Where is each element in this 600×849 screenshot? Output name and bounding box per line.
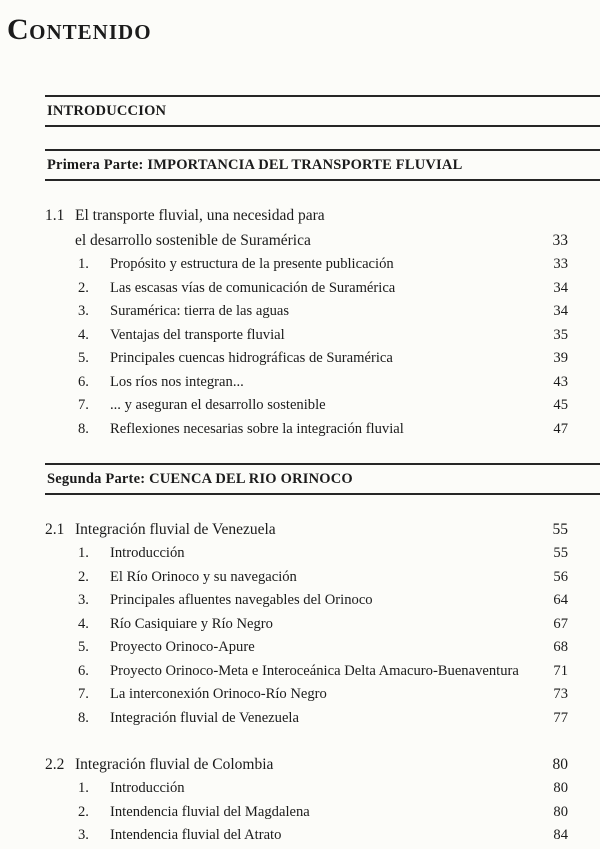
sub-entry-title: Intendencia fluvial del Atrato [110,827,282,843]
toc-sub-entry [45,253,600,277]
sub-entry-page-number: 80 [553,780,568,796]
sub-entry-title: Principales cuencas hidrográficas de Suramérica [110,350,393,366]
toc-chapter-entry [45,517,600,542]
toc-sub-entry [45,636,600,660]
page-title [7,12,600,45]
sub-entry-number: 7. [78,397,89,413]
sub-entry-title: Proyecto Orinoco-Apure [110,639,255,655]
section-header-title: CUENCA DEL RIO ORINOCO [149,471,353,487]
toc-sub-entry [45,777,600,801]
sub-entry-number: 4. [78,615,89,632]
section-header-title: INTRODUCCION [47,103,167,119]
chapter-number: 1.1 [45,207,65,224]
sub-entry-page-number: 67 [553,615,568,632]
sub-entry-title: Principales afluentes navegables del Orinoco [110,592,373,608]
sub-entry-title: Intendencia fluvial del Magdalena [110,803,310,820]
toc-sub-entry [45,589,600,613]
sub-entry-page-number: 71 [553,662,568,679]
sub-entry-title: El Río Orinoco y su navegación [110,568,297,585]
page-title-initial: C [7,13,30,46]
chapter-page-number: 33 [552,232,568,249]
sub-entry-page-number: 34 [553,303,568,319]
sub-entry-number: 3. [78,303,89,319]
section-header [45,463,600,495]
toc-sub-entry [45,371,600,395]
sub-entry-number: 1. [78,780,89,796]
toc-sub-entry [45,613,600,637]
sub-entry-number: 5. [78,350,89,366]
section-header [45,149,600,181]
sub-entry-title: Río Casiquiare y Río Negro [110,615,273,632]
section-header-prefix: Primera Parte: [47,157,148,173]
sub-entry-title: Ventajas del transporte fluvial [110,326,285,343]
toc-sub-entry [45,300,600,324]
toc-sub-entry [45,683,600,707]
sub-entry-title: Proyecto Orinoco-Meta e Interoceánica Delta Amacuro-Buenaventura [110,662,519,679]
chapter-page-number: 55 [552,521,568,538]
sub-entry-page-number: 45 [553,397,568,413]
sub-entry-title: Suramérica: tierra de las aguas [110,303,290,319]
sub-entry-number: 4. [78,326,89,343]
sub-entry-page-number: 80 [553,803,568,820]
sub-entry-title: Reflexiones necesarias sobre la integración fluvial [110,420,404,437]
section-header-title: IMPORTANCIA DEL TRANSPORTE FLUVIAL [147,157,463,173]
sub-entry-title: Los ríos nos integran... [110,373,244,390]
page-title-rest: ONTENIDO [29,20,152,44]
toc-sub-entry [45,542,600,566]
toc-sub-entry [45,801,600,825]
sub-entry-title: Las escasas vías de comunicación de Suramérica [110,279,396,296]
sub-entry-number: 5. [78,639,89,655]
sub-entry-number: 1. [78,545,89,561]
chapter-title: Integración fluvial de Venezuela [75,521,276,538]
toc-sub-entry [45,660,600,684]
sub-entry-title: Introducción [110,780,185,796]
sub-entry-page-number: 56 [553,568,568,585]
toc-chapter-entry [45,752,600,777]
sub-entry-number: 1. [78,256,89,272]
section-header [45,95,600,127]
sub-entry-page-number: 68 [553,639,568,655]
sub-entry-page-number: 55 [553,545,568,561]
sub-entry-page-number: 39 [553,350,568,366]
sub-entry-page-number: 34 [553,279,568,296]
toc-sub-entry [45,566,600,590]
toc-sub-entry [45,324,600,348]
sub-entry-page-number: 33 [553,256,568,272]
sub-entry-number: 8. [78,709,89,726]
chapter-number: 2.2 [45,756,65,773]
sub-entry-title: ... y aseguran el desarrollo sostenible [110,397,326,413]
sub-entry-number: 2. [78,803,89,820]
chapter-page-number: 80 [552,756,568,773]
toc-sub-entry [45,418,600,442]
sub-entry-page-number: 77 [553,709,568,726]
sub-entry-page-number: 47 [553,420,568,437]
sub-entry-title: La interconexión Orinoco-Río Negro [110,686,327,702]
sub-entry-title: Introducción [110,545,185,561]
toc-sub-entry [45,277,600,301]
sub-entry-number: 2. [78,568,89,585]
sub-entry-number: 7. [78,686,89,702]
sub-entry-page-number: 43 [553,373,568,390]
toc-sub-entry [45,394,600,418]
sub-entry-page-number: 64 [553,592,568,608]
toc-chapter-entry [45,203,600,253]
toc-sub-entry [45,707,600,731]
toc-sub-entry [45,824,600,848]
sub-entry-number: 3. [78,827,89,843]
sub-entry-number: 3. [78,592,89,608]
sub-entry-page-number: 35 [553,326,568,343]
section-header-prefix: Segunda Parte: [47,471,150,487]
sub-entry-title: Propósito y estructura de la presente publicación [110,256,394,272]
chapter-number: 2.1 [45,521,65,538]
sub-entry-title: Integración fluvial de Venezuela [110,709,299,726]
sub-entry-number: 8. [78,420,89,437]
chapter-title: El transporte fluvial, una necesidad para el desarrollo sostenible de Suramérica [75,207,325,249]
sub-entry-number: 6. [78,373,89,390]
sub-entry-page-number: 84 [553,827,568,843]
chapter-title: Integración fluvial de Colombia [75,756,274,773]
sub-entry-number: 2. [78,279,89,296]
sub-entry-page-number: 73 [553,686,568,702]
toc-content [45,95,600,848]
toc-sub-entry [45,347,600,371]
sub-entry-number: 6. [78,662,89,679]
